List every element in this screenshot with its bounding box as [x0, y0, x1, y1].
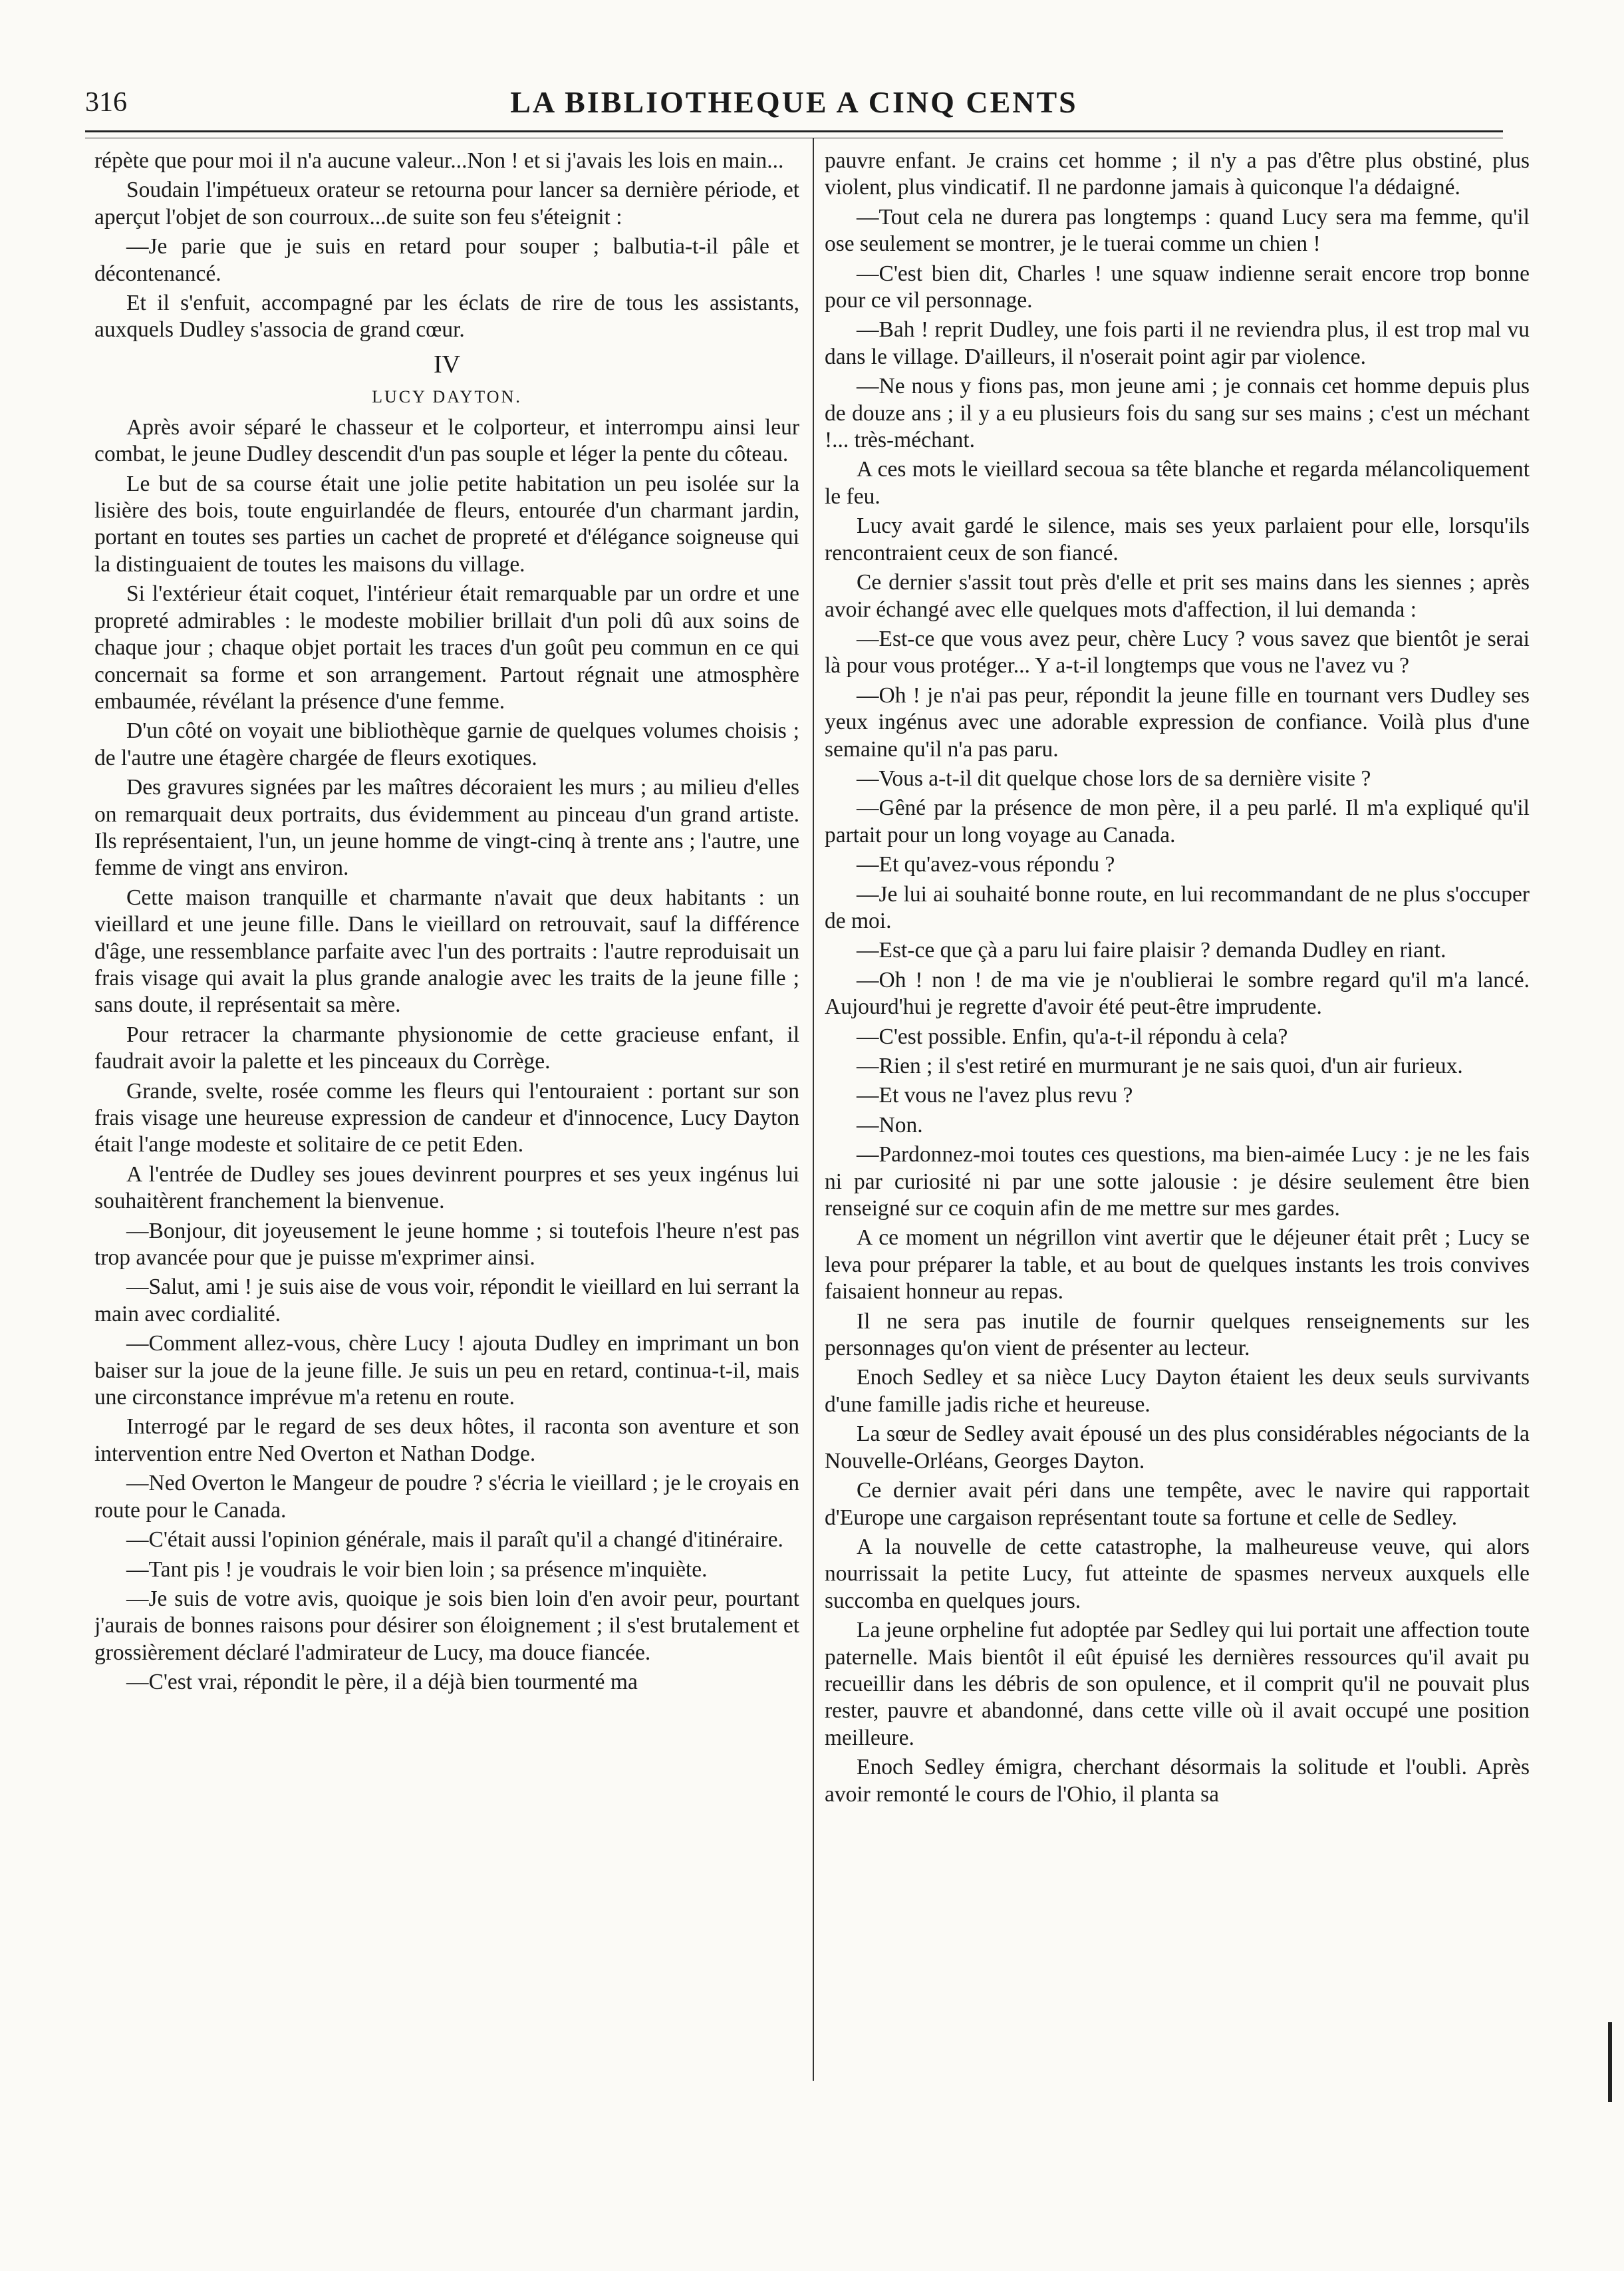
- paragraph: A ce moment un négrillon vint avertir que le déjeuner était prêt ; Lucy se leva pour préparer la table, et au bout de quelques instants les trois convives faisaient honneur au repas.: [825, 1225, 1530, 1304]
- paragraph: —C'est possible. Enfin, qu'a-t-il répondu à cela?: [857, 1024, 1288, 1049]
- paragraph: —Vous a-t-il dit quelque chose lors de sa dernière visite ?: [857, 766, 1371, 791]
- paragraph: —Gêné par la présence de mon père, il a peu parlé. Il m'a expliqué qu'il partait pour un long voyage au Canada.: [825, 796, 1530, 847]
- paragraph: Soudain l'impétueux orateur se retourna pour lancer sa dernière période, et aperçut l'objet de son courroux...de suite son feu s'éteignit :: [94, 178, 799, 229]
- paragraph: —Tout cela ne durera pas longtemps : quand Lucy sera ma femme, qu'il ose seulement se montrer, je le tuerai comme un chien !: [825, 204, 1530, 257]
- paragraph: Lucy avait gardé le silence, mais ses yeux parlaient pour elle, lorsqu'ils rencontraient ceux de son fiancé.: [825, 514, 1530, 565]
- paragraph: Interrogé par le regard de ses deux hôtes, il raconta son aventure et son intervention entre Ned Overton et Nathan Dodge.: [94, 1414, 799, 1466]
- right-column: [825, 148, 1530, 2090]
- paragraph: D'un côté on voyait une bibliothèque garnie de quelques volumes choisis ; de l'autre une étagère chargée de fleurs exotiques.: [94, 718, 799, 770]
- paragraph: —Ned Overton le Mangeur de poudre ? s'écria le vieillard ; je le croyais en route pour le Canada.: [94, 1471, 799, 1523]
- paragraph: —Rien ; il s'est retiré en murmurant je ne sais quoi, d'un air furieux.: [857, 1054, 1463, 1078]
- paragraph: —C'est bien dit, Charles ! une squaw indienne serait encore trop bonne pour ce vil personnage.: [825, 261, 1530, 313]
- paragraph: Ce dernier s'assit tout près d'elle et prit ses mains dans les siennes ; après avoir échangé avec elle quelques mots d'affection, il lui demanda :: [825, 570, 1530, 622]
- paragraph: La jeune orpheline fut adoptée par Sedley qui lui portait une affection toute paternelle. Mais bientôt il eût épuisé les dernières ressources qu'il avait pu recueillir dans les débris de son opulence, et il comprit qu'il ne pouvait plus rester, pauvre et abandonné, dans cette ville où il avait occupé une position meilleure.: [825, 1618, 1530, 1750]
- left-column: [94, 148, 799, 2090]
- paragraph: Enoch Sedley émigra, cherchant désormais la solitude et l'oubli. Après avoir remonté le cours de l'Ohio, il planta sa: [825, 1755, 1530, 1807]
- paragraph: Ce dernier avait péri dans une tempête, avec le navire qui rapportait d'Europe une cargaison représentant toute sa fortune et celle de Sedley.: [825, 1478, 1530, 1530]
- paragraph: Après avoir séparé le chasseur et le colporteur, et interrompu ainsi leur combat, le jeune Dudley descendit d'un pas souple et léger la pente du côteau.: [94, 414, 799, 467]
- paragraph: —Oh ! je n'ai pas peur, répondit la jeune fille en tournant vers Dudley ses yeux ingénus avec une adorable expression de confiance. Voilà plus d'une semaine qu'il n'a pas paru.: [825, 682, 1530, 762]
- column-divider: [813, 138, 814, 2081]
- paragraph: A l'entrée de Dudley ses joues devinrent pourpres et ses yeux ingénus lui souhaitèrent franchement la bienvenue.: [94, 1161, 799, 1214]
- paragraph: —Bonjour, dit joyeusement le jeune homme ; si toutefois l'heure n'est pas trop avancée pour que je puisse m'exprimer ainsi.: [94, 1218, 799, 1271]
- paragraph: —Je lui ai souhaité bonne route, en lui recommandant de ne plus s'occuper de moi.: [825, 881, 1530, 933]
- paragraph: —Je parie que je suis en retard pour souper ; balbutia-t-il pâle et décontenancé.: [94, 234, 799, 286]
- paragraph: —Non.: [857, 1112, 923, 1137]
- paragraph: Le but de sa course était une jolie petite habitation un peu isolée sur la lisière des bois, toute enguirlandée de fleurs, entourée d'un charmant jardin, portant en toutes ses parties un cachet de propreté et d'élégance soigneuse qui la distinguaient de toutes les maisons du village.: [94, 471, 799, 577]
- paragraph: —Pardonnez-moi toutes ces questions, ma bien-aimée Lucy : je ne les fais ni par curiosité ni par une sotte jalousie : je désire seulement être bien renseigné sur ce coquin afin de me mettre sur mes gardes.: [825, 1142, 1530, 1221]
- paragraph: —Est-ce que vous avez peur, chère Lucy ? vous savez que bientôt je serai là pour vous protéger... Y a-t-il longtemps que vous ne l'avez vu ?: [825, 626, 1530, 679]
- paragraph: pauvre enfant. Je crains cet homme ; il n'y a pas d'être plus obstiné, plus violent, plus vindicatif. Il ne pardonne jamais à quiconque l'a dédaigné.: [825, 148, 1530, 200]
- paragraph: Enoch Sedley et sa nièce Lucy Dayton étaient les deux seuls survivants d'une famille jadis riche et heureuse.: [825, 1365, 1530, 1417]
- header-rule: [85, 130, 1503, 138]
- paragraph: —Je suis de votre avis, quoique je sois bien loin d'en avoir peur, pourtant j'aurais de bonnes raisons pour désirer son éloignement ; il s'est brutalement et grossièrement déclaré l'admirateur de Lucy, ma douce fiancée.: [94, 1586, 799, 1665]
- page-header: [85, 82, 1503, 129]
- paragraph: Cette maison tranquille et charmante n'avait que deux habitants : un vieillard et une jeune fille. Dans le vieillard on retrouvait, sauf la différence d'âge, une ressemblance parfaite avec l'un des portraits : l'autre reproduisait un frais visage qui avait la plus grande analogie avec les traits de la jeune fille ; sans doute, il représentait sa mère.: [94, 885, 799, 1018]
- paragraph: —Bah ! reprit Dudley, une fois parti il ne reviendra plus, il est trop mal vu dans le village. D'ailleurs, il n'oserait point agir par violence.: [825, 317, 1530, 369]
- paragraph: Pour retracer la charmante physionomie de cette gracieuse enfant, il faudrait avoir la palette et les pinceaux du Corrège.: [94, 1022, 799, 1074]
- paragraph: La sœur de Sedley avait épousé un des plus considérables négociants de la Nouvelle-Orléans, Georges Dayton.: [825, 1422, 1530, 1473]
- paragraph: —C'était aussi l'opinion générale, mais il paraît qu'il a changé d'itinéraire.: [126, 1527, 783, 1553]
- paragraph: —Est-ce que çà a paru lui faire plaisir ? demanda Dudley en riant.: [857, 938, 1446, 963]
- paragraph: Des gravures signées par les maîtres décoraient les murs ; au milieu d'elles on remarquait deux portraits, dus évidemment au pinceau d'un grand artiste. Ils représentaient, l'un, un jeune homme de vingt-cinq à trente ans ; l'autre, une femme de vingt ans environ.: [94, 775, 799, 881]
- paragraph: A ces mots le vieillard secoua sa tête blanche et regarda mélancoliquement le feu.: [825, 457, 1530, 509]
- paragraph: —Et qu'avez-vous répondu ?: [857, 852, 1115, 877]
- running-title: LA BIBLIOTHEQUE A CINQ CENTS: [510, 85, 1078, 119]
- page-number: 316: [85, 87, 127, 118]
- paragraph: Il ne sera pas inutile de fournir quelques renseignements sur les personnages qu'on vient de présenter au lecteur.: [825, 1308, 1530, 1361]
- paragraph: —Oh ! non ! de ma vie je n'oublierai le sombre regard qu'il m'a lancé. Aujourd'hui je regrette d'avoir été peut-être imprudente.: [825, 967, 1530, 1020]
- paragraph: —Salut, ami ! je suis aise de vous voir, répondit le vieillard en lui serrant la main avec cordialité.: [94, 1275, 799, 1326]
- chapter-number: IV: [433, 350, 461, 378]
- paragraph: Grande, svelte, rosée comme les fleurs qui l'entouraient : portant sur son frais visage une heureuse expression de candeur et d'innocence, Lucy Dayton était l'ange modeste et solitaire de ce petit Eden.: [94, 1078, 799, 1157]
- page-edge-mark: [1608, 2022, 1612, 2102]
- paragraph: —Tant pis ! je voudrais le voir bien loin ; sa présence m'inquiète.: [126, 1557, 708, 1582]
- paragraph: Et il s'enfuit, accompagné par les éclats de rire de tous les assistants, auxquels Dudley s'associa de grand cœur.: [94, 291, 799, 343]
- paragraph: répète que pour moi il n'a aucune valeur...Non ! et si j'avais les lois en main...: [94, 148, 784, 173]
- paragraph: A la nouvelle de cette catastrophe, la malheureuse veuve, qui alors nourrissait la petite Lucy, fut atteinte de spasmes nerveux auxquels elle succomba en quelques jours.: [825, 1534, 1530, 1613]
- paragraph: Si l'extérieur était coquet, l'intérieur était remarquable par un ordre et une propreté admirables : le modeste mobilier brillait d'un poli dû aux soins de chaque jour ; chaque objet portait les traces d'un goût peu commun en ce qui concernait sa forme et son arrangement. Partout régnait une atmosphère embaumée, révélant la présence d'une femme.: [94, 581, 799, 714]
- paragraph: —Comment allez-vous, chère Lucy ! ajouta Dudley en imprimant un bon baiser sur la joue de la jeune fille. Je suis un peu en retard, continua-t-il, mais une circonstance imprévue m'a retenu en route.: [94, 1331, 799, 1410]
- paragraph: —C'est vrai, répondit le père, il a déjà bien tourmenté ma: [126, 1670, 638, 1695]
- paragraph: —Et vous ne l'avez plus revu ?: [857, 1083, 1133, 1108]
- chapter-title: LUCY DAYTON.: [372, 386, 522, 406]
- paragraph: —Ne nous y fions pas, mon jeune ami ; je connais cet homme depuis plus de douze ans ; il y a eu plusieurs fois du sang sur ses mains ; c'est un méchant !... très-méchant.: [825, 374, 1530, 453]
